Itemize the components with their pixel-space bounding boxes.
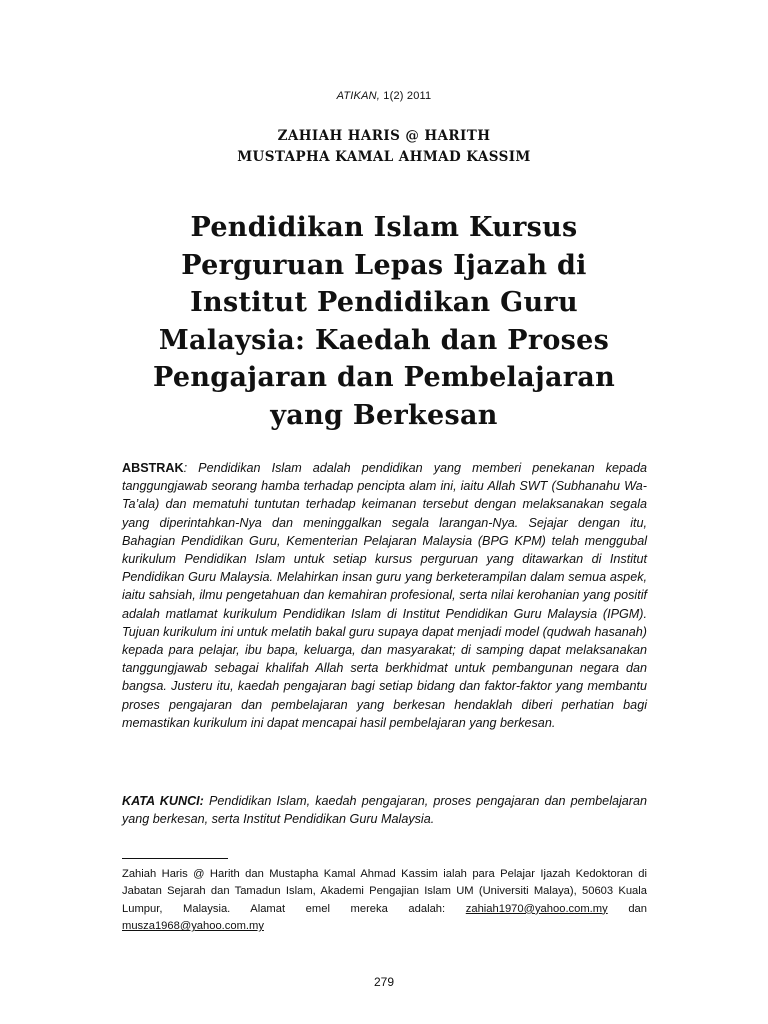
author-name: ZAHIAH HARIS @ HARITH bbox=[277, 128, 491, 144]
abstract-colon: : bbox=[183, 461, 188, 475]
journal-issue: 1(2) 2011 bbox=[383, 90, 432, 102]
journal-name: ATIKAN, bbox=[336, 90, 381, 102]
keywords-paragraph bbox=[122, 792, 647, 828]
abstract-paragraph bbox=[122, 459, 647, 732]
author-list bbox=[0, 126, 768, 168]
title-line: Perguruan Lepas Ijazah di bbox=[181, 249, 587, 281]
keywords-text: Pendidikan Islam, kaedah pengajaran, proses pengajaran dan pembelajaran yang berkesan, serta Institut Pendidikan Guru Malaysia. bbox=[122, 794, 647, 827]
footnote-text: Zahiah Haris @ Harith dan Mustapha Kamal Ahmad Kassim ialah para Pelajar Ijazah Kedoktoran di Jabatan Sejarah dan Tamadun Islam, Akademi Pengajian Islam UM (Universiti Malaya), 50603 Kuala Lumpur, Malaysia. Alamat emel mereka adalah: bbox=[122, 868, 647, 915]
email-link[interactable]: zahiah1970@yahoo.com.my bbox=[465, 902, 608, 915]
footnote bbox=[122, 866, 647, 936]
title-line: Institut Pendidikan Guru bbox=[190, 287, 578, 318]
keywords-label: KATA KUNCI: bbox=[122, 794, 204, 808]
title-line: Malaysia: Kaedah dan Proses bbox=[158, 324, 610, 356]
title-line: Pendidikan Islam Kursus bbox=[190, 212, 578, 243]
journal-reference bbox=[0, 90, 768, 102]
title-line: Pengajaran dan Pembelajaran bbox=[152, 362, 616, 393]
email-link[interactable]: musza1968@yahoo.com.my bbox=[122, 920, 264, 933]
paper-title bbox=[110, 209, 658, 434]
author-name: MUSTAPHA KAMAL AHMAD KASSIM bbox=[237, 149, 531, 165]
abstract-label: ABSTRAK bbox=[122, 461, 184, 475]
footnote-connector: dan bbox=[607, 902, 647, 915]
title-line: yang Berkesan bbox=[270, 399, 498, 431]
footnote-divider bbox=[122, 858, 228, 859]
abstract-text: Pendidikan Islam adalah pendidikan yang memberi penekanan kepada tanggungjawab seorang hamba terhadap pencipta alam ini, iaitu Allah SWT (Subhanahu Wa-Ta’ala) dan mematuhi tuntutan terhadap keimanan tersebut dengan melaksanakan segala yang diperintahkan-Nya dan meninggalkan segala larangan-Nya. Sejajar dengan itu, Bahagian Pendidikan Guru, Kementerian Pelajaran Malaysia (BPG KPM) telah menggubal kurikulum Pendidikan Islam untuk setiap kursus perguruan yang ditawarkan di Institut Pendidikan Guru Malaysia. Melahirkan insan guru yang berketerampilan dalam semua aspek, iaitu sahsiah, ilmu pengetahuan dan kemahiran profesional, serta nilai kerohanian yang positif adalah matlamat kurikulum Pendidikan Islam di Institut Pendidikan Guru Malaysia (IPGM). Tujuan kurikulum ini untuk melatih bakal guru supaya dapat menjadi model (qudwah hasanah) kepada para pelajar, ibu bapa, keluarga, dan masyarakat; di samping dapat melaksanakan tanggungjawab sebagai khalifah Allah serta berkhidmat untuk pembangunan negara dan bangsa. Justeru itu, kaedah pengajaran bagi setiap bidang dan faktor-faktor yang membantu proses pengajaran dan pembelajaran yang berkesan hendaklah diberi perhatian bagi memastikan kurikulum ini dapat mencapai hasil pembelajaran yang berkesan. bbox=[122, 461, 647, 730]
page-number: 279 bbox=[373, 975, 395, 989]
